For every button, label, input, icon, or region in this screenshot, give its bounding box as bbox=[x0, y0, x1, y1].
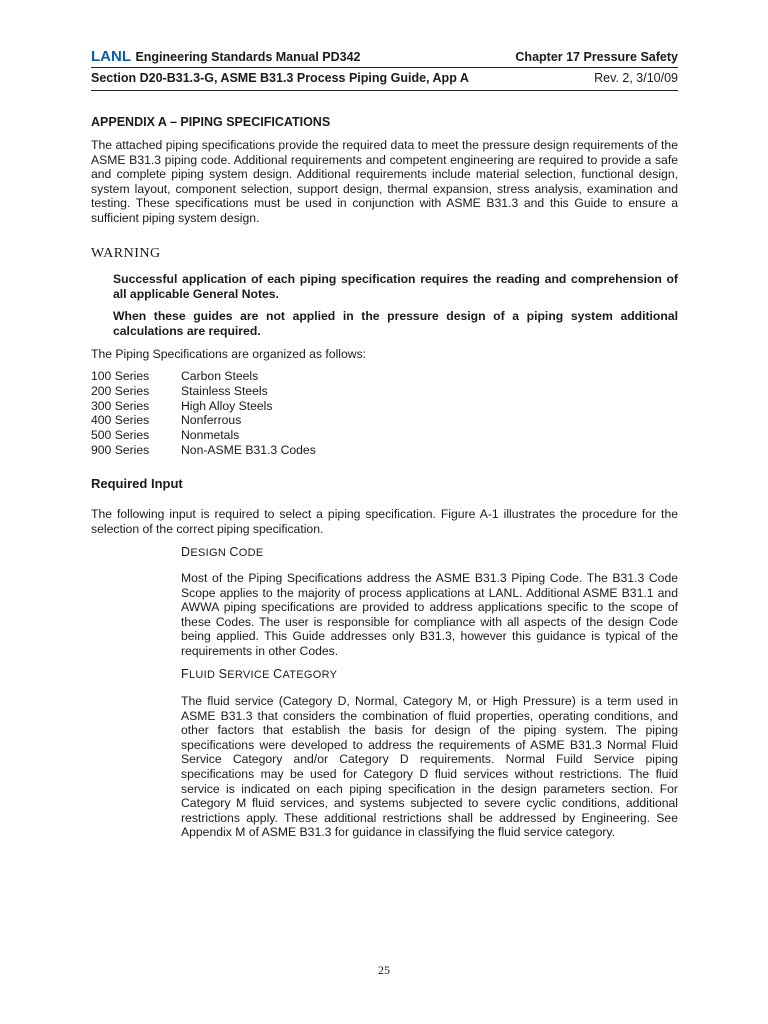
warning-line-2: When these guides are not applied in the pressure design of a piping system additional calculations are required. bbox=[113, 309, 678, 338]
series-name: High Alloy Steels bbox=[181, 398, 273, 413]
series-code: 300 Series bbox=[91, 398, 150, 413]
required-input-heading: Required Input bbox=[91, 476, 183, 491]
chapter-title: Chapter 17 Pressure Safety bbox=[515, 50, 678, 64]
page-number: 25 bbox=[378, 963, 390, 977]
series-code: 100 Series bbox=[91, 369, 150, 383]
series-name: Nonferrous bbox=[181, 413, 242, 428]
header-rule-top bbox=[91, 67, 678, 68]
series-name: Non-ASME B31.3 Codes bbox=[181, 442, 316, 457]
series-row bbox=[91, 443, 316, 458]
appendix-heading: APPENDIX A – PIPING SPECIFICATIONS bbox=[91, 115, 331, 129]
header-row-top bbox=[91, 48, 678, 66]
warning-line-1: Successful application of each piping specification requires the reading and comprehension of all applicable General Notes. bbox=[113, 272, 678, 301]
series-list bbox=[91, 369, 316, 458]
revision-label: Rev. 2, 3/10/09 bbox=[594, 71, 678, 85]
fluid-service-paragraph: The fluid service (Category D, Normal, Category M, or High Pressure) is a term used in ASME B31.3 that considers the combination of fluid properties, operating conditions, and other factors that establish the basis for design of the piping system. The piping specifications were developed to address the requirements of ASME B31.3 Normal Fluid Service Category and/or Category D requirements. Normal Fuild Service piping specifications may be used for Category D fluid services without restrictions. The fluid service is indicated on each piping specification in the design parameters section. For Category M fluid services, and systems subjected to severe cyclic conditions, additional restrictions apply. These additional restrictions shall be addressed by Engineering. See Appendix M of ASME B31.3 for guidance in classifying the fluid service category. bbox=[181, 694, 678, 840]
series-name: Stainless Steels bbox=[181, 383, 268, 398]
series-code: 500 Series bbox=[91, 428, 150, 443]
header-row-bottom bbox=[91, 71, 678, 85]
fluid-service-heading: FLUID SERVICE CATEGORY bbox=[181, 667, 338, 681]
series-row bbox=[91, 384, 316, 399]
series-row bbox=[91, 428, 316, 443]
series-code: 400 Series bbox=[91, 413, 150, 428]
series-row bbox=[91, 413, 316, 428]
section-title: Section D20-B31.3-G, ASME B31.3 Process Piping Guide, App A bbox=[91, 71, 469, 85]
lanl-logo: LANL bbox=[91, 48, 131, 65]
header-rule-bottom bbox=[91, 90, 678, 91]
series-name: Carbon Steels bbox=[181, 369, 259, 383]
series-code: 200 Series bbox=[91, 383, 150, 398]
manual-title: Engineering Standards Manual PD342 bbox=[135, 50, 361, 64]
design-code-heading: DESIGN CODE bbox=[181, 545, 264, 559]
organized-intro: The Piping Specifications are organized as follows: bbox=[91, 347, 367, 361]
required-input-paragraph: The following input is required to select a piping specification. Figure A-1 illustrates the procedure for the selection of the correct piping specification. bbox=[91, 507, 678, 536]
design-code-paragraph: Most of the Piping Specifications address the ASME B31.3 Piping Code. The B31.3 Code Scope applies to the majority of process applications at LANL. Additional ASME B31.1 and AWWA piping specifications are provided to address applications specific to the scope of these Codes. The user is responsible for compliance with all aspects of the design Code being applied. This Guide addresses only B31.3, however this guidance is typical of the requirements in other Codes. bbox=[181, 571, 678, 658]
series-code: 900 Series bbox=[91, 442, 150, 457]
warning-heading: WARNING bbox=[91, 246, 161, 261]
series-row bbox=[91, 399, 316, 414]
header-left bbox=[91, 48, 361, 66]
intro-paragraph: The attached piping specifications provide the required data to meet the pressure design requirements of the ASME B31.3 piping code. Additional requirements and competent engineering are required to provide a safe and complete piping system design. Additional requirements include material selection, functional design, system layout, component selection, support design, thermal expansion, stress analysis, examination and testing. These specifications must be used in conjunction with ASME B31.3 and this Guide to ensure a sufficient piping system design. bbox=[91, 138, 678, 225]
series-row bbox=[91, 369, 316, 384]
series-name: Nonmetals bbox=[181, 428, 240, 443]
